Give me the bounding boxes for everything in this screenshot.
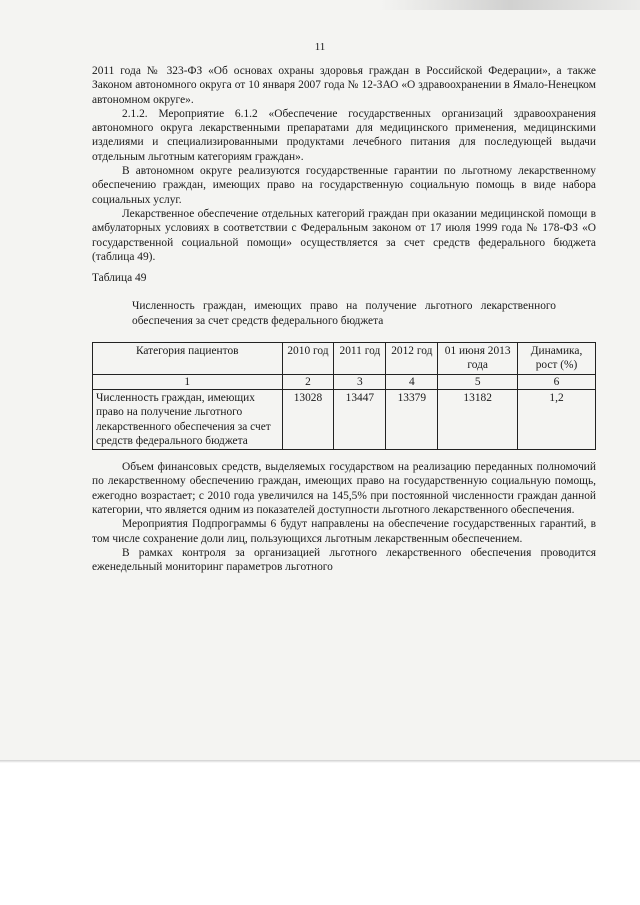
table-cell: 1,2 <box>518 389 596 449</box>
page-number: 11 <box>314 41 326 53</box>
paragraph: Лекарственное обеспечение отдельных категорий граждан при оказании медицинской помощи в амбулаторных условиях в соответствии с Федеральным законом от 17 июля 1999 года № 178-ФЗ «О государственной социальной помощи» осуществляется за счет средств федерального бюджета (таблица 49). <box>92 207 596 263</box>
column-number: 6 <box>518 374 596 389</box>
paragraph: Объем финансовых средств, выделяемых государством на реализацию переданных полномочий по лекарственному обеспечению граждан, имеющих право на государственную социальную помощь, ежегодно возрастает; с 2010 года увеличился на 145,5% при постоянной численности граждан данной категории, что является одним из показателей доступности льготного лекарственного обеспечения. <box>92 461 596 517</box>
table-cell: 13379 <box>386 389 438 449</box>
table-header-cell: Динамика, рост (%) <box>518 343 596 375</box>
paragraph: В автономном округе реализуются государственные гарантии по льготному лекарственному обеспечению граждан, имеющих право на государственную социальную помощь в виде набора социальных услуг. <box>92 165 596 206</box>
paragraph: 2.1.2. Мероприятие 6.1.2 «Обеспечение государственных организаций здравоохранения автономного округа лекарственными препаратами для медицинского применения, медицинскими изделиями и специализированными продуктами лечебного питания для последующей выдачи отдельным льготным категориям граждан». <box>92 107 596 163</box>
column-number: 1 <box>93 374 283 389</box>
paragraph: 2011 года № 323-ФЗ «Об основах охраны здоровья граждан в Российской Федерации», а также Законом автономного округа от 10 января 2007 года № 12-ЗАО «О здравоохранении в Ямало-Ненецком автономном округе». <box>92 65 596 106</box>
scan-artifact <box>380 0 640 10</box>
document-body <box>92 64 596 575</box>
table-header-cell: Категория пациентов <box>93 343 283 375</box>
table-header-cell: 2011 год <box>334 343 386 375</box>
column-number: 3 <box>334 374 386 389</box>
table-header-cell: 2010 год <box>282 343 334 375</box>
table-label: Таблица 49 <box>92 272 147 285</box>
table-cell: 13447 <box>334 389 386 449</box>
table-title: Численность граждан, имеющих право на получение льготного лекарственного обеспечения за счет средств федерального бюджета <box>132 300 556 327</box>
table-header-cell: 2012 год <box>386 343 438 375</box>
table-row <box>93 389 596 449</box>
column-number: 2 <box>282 374 334 389</box>
column-number: 4 <box>386 374 438 389</box>
table-cell: 13182 <box>438 389 518 449</box>
table-header-cell: 01 июня 2013 года <box>438 343 518 375</box>
table-header-row <box>93 343 596 375</box>
table-cell: 13028 <box>282 389 334 449</box>
paragraph: В рамках контроля за организацией льготного лекарственного обеспечения проводится еженедельный мониторинг параметров льготного <box>92 546 596 574</box>
table-column-number-row <box>93 374 596 389</box>
page-bottom-edge <box>0 760 640 763</box>
data-table <box>92 342 596 450</box>
column-number: 5 <box>438 374 518 389</box>
table-cell: Численность граждан, имеющих право на получение льготного лекарственного обеспечения за счет средств федерального бюджета <box>93 389 283 449</box>
paragraph: Мероприятия Подпрограммы 6 будут направлены на обеспечение государственных гарантий, в том числе сохранение доли лиц, пользующихся льготным лекарственным обеспечением. <box>92 518 596 545</box>
